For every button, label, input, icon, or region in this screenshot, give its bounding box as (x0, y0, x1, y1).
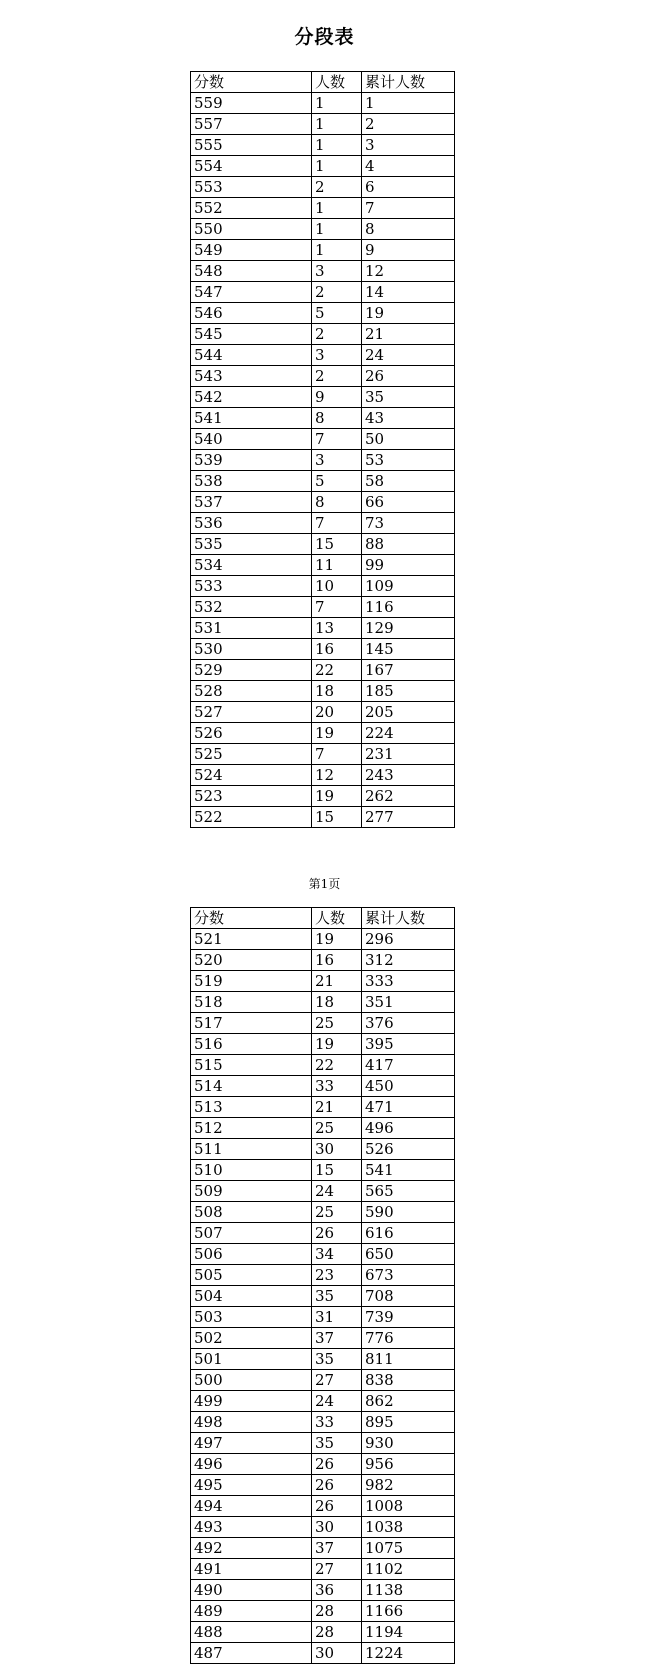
score-cell: 557 (191, 114, 312, 135)
count-cell: 8 (312, 408, 362, 429)
score-cell: 511 (191, 1139, 312, 1160)
cumulative-cell: 185 (362, 681, 455, 702)
score-cell: 509 (191, 1181, 312, 1202)
cumulative-cell: 895 (362, 1412, 455, 1433)
cumulative-cell: 50 (362, 429, 455, 450)
score-cell: 497 (191, 1433, 312, 1454)
count-cell: 15 (312, 534, 362, 555)
cumulative-cell: 541 (362, 1160, 455, 1181)
cumulative-cell: 650 (362, 1244, 455, 1265)
table-row (191, 1034, 455, 1055)
cumulative-cell: 43 (362, 408, 455, 429)
cumulative-cell: 590 (362, 1202, 455, 1223)
table-row (191, 198, 455, 219)
table-row (191, 1454, 455, 1475)
count-cell: 26 (312, 1496, 362, 1517)
table-row (191, 639, 455, 660)
cumulative-cell: 862 (362, 1391, 455, 1412)
table-row (191, 93, 455, 114)
score-cell: 534 (191, 555, 312, 576)
table-row (191, 1538, 455, 1559)
score-cell: 489 (191, 1601, 312, 1622)
score-cell: 543 (191, 366, 312, 387)
table-row (191, 723, 455, 744)
table-row (191, 135, 455, 156)
cumulative-cell: 471 (362, 1097, 455, 1118)
cumulative-cell: 708 (362, 1286, 455, 1307)
count-cell: 3 (312, 261, 362, 282)
score-cell: 553 (191, 177, 312, 198)
cumulative-cell: 982 (362, 1475, 455, 1496)
score-cell: 488 (191, 1622, 312, 1643)
score-cell: 554 (191, 156, 312, 177)
table-row (191, 1433, 455, 1454)
count-cell: 27 (312, 1559, 362, 1580)
table-row (191, 1244, 455, 1265)
count-cell: 7 (312, 429, 362, 450)
count-cell: 19 (312, 786, 362, 807)
table-row (191, 992, 455, 1013)
score-cell: 490 (191, 1580, 312, 1601)
cumulative-cell: 3 (362, 135, 455, 156)
score-cell: 487 (191, 1643, 312, 1664)
score-cell: 510 (191, 1160, 312, 1181)
page-number: 第1页 (308, 877, 341, 891)
count-cell: 24 (312, 1181, 362, 1202)
document-title: 分段表 (294, 26, 355, 48)
table-row (191, 408, 455, 429)
score-cell: 528 (191, 681, 312, 702)
table-row (191, 1475, 455, 1496)
table-row (191, 1076, 455, 1097)
score-cell: 503 (191, 1307, 312, 1328)
cumulative-cell: 351 (362, 992, 455, 1013)
table-row (191, 1601, 455, 1622)
cumulative-cell: 838 (362, 1370, 455, 1391)
table-row (191, 240, 455, 261)
table-row (191, 681, 455, 702)
count-cell: 21 (312, 971, 362, 992)
table-row (191, 1181, 455, 1202)
score-cell: 513 (191, 1097, 312, 1118)
count-cell: 10 (312, 576, 362, 597)
table-row (191, 1265, 455, 1286)
score-cell: 539 (191, 450, 312, 471)
cumulative-cell: 109 (362, 576, 455, 597)
table-row (191, 1013, 455, 1034)
count-cell: 33 (312, 1412, 362, 1433)
cumulative-cell: 26 (362, 366, 455, 387)
count-cell: 19 (312, 723, 362, 744)
table-body (191, 72, 455, 828)
table-row (191, 1580, 455, 1601)
score-cell: 522 (191, 807, 312, 828)
table-row (191, 786, 455, 807)
score-cell: 519 (191, 971, 312, 992)
count-cell: 26 (312, 1454, 362, 1475)
score-cell: 533 (191, 576, 312, 597)
table-row (191, 807, 455, 828)
count-cell: 35 (312, 1286, 362, 1307)
score-cell: 516 (191, 1034, 312, 1055)
score-cell: 545 (191, 324, 312, 345)
count-cell: 23 (312, 1265, 362, 1286)
score-cell: 492 (191, 1538, 312, 1559)
score-cell: 548 (191, 261, 312, 282)
table-row (191, 471, 455, 492)
column-header: 分数 (191, 72, 312, 93)
table-row (191, 1097, 455, 1118)
cumulative-cell: 6 (362, 177, 455, 198)
cumulative-cell: 167 (362, 660, 455, 681)
count-cell: 16 (312, 639, 362, 660)
cumulative-cell: 73 (362, 513, 455, 534)
score-cell: 544 (191, 345, 312, 366)
cumulative-cell: 14 (362, 282, 455, 303)
cumulative-cell: 53 (362, 450, 455, 471)
score-cell: 499 (191, 1391, 312, 1412)
table-row (191, 1328, 455, 1349)
score-cell: 506 (191, 1244, 312, 1265)
column-header: 累计人数 (362, 72, 455, 93)
count-cell: 37 (312, 1538, 362, 1559)
cumulative-cell: 1075 (362, 1538, 455, 1559)
cumulative-cell: 231 (362, 744, 455, 765)
table-row (191, 1412, 455, 1433)
cumulative-cell: 616 (362, 1223, 455, 1244)
score-cell: 507 (191, 1223, 312, 1244)
count-cell: 35 (312, 1349, 362, 1370)
table-row (191, 282, 455, 303)
table-row (191, 324, 455, 345)
count-cell: 37 (312, 1328, 362, 1349)
count-cell: 25 (312, 1202, 362, 1223)
cumulative-cell: 24 (362, 345, 455, 366)
count-cell: 16 (312, 950, 362, 971)
score-cell: 518 (191, 992, 312, 1013)
score-table-page-1 (190, 71, 455, 828)
count-cell: 3 (312, 450, 362, 471)
cumulative-cell: 35 (362, 387, 455, 408)
table-row (191, 1202, 455, 1223)
count-cell: 1 (312, 135, 362, 156)
table-row (191, 1517, 455, 1538)
score-cell: 555 (191, 135, 312, 156)
cumulative-cell: 296 (362, 929, 455, 950)
table-row (191, 1559, 455, 1580)
score-cell: 524 (191, 765, 312, 786)
table-row (191, 366, 455, 387)
table-row (191, 1307, 455, 1328)
cumulative-cell: 395 (362, 1034, 455, 1055)
cumulative-cell: 21 (362, 324, 455, 345)
cumulative-cell: 116 (362, 597, 455, 618)
score-cell: 515 (191, 1055, 312, 1076)
table-row (191, 345, 455, 366)
cumulative-cell: 1194 (362, 1622, 455, 1643)
table-row (191, 1160, 455, 1181)
table-row (191, 1223, 455, 1244)
count-cell: 28 (312, 1601, 362, 1622)
cumulative-cell: 739 (362, 1307, 455, 1328)
score-cell: 498 (191, 1412, 312, 1433)
count-cell: 15 (312, 807, 362, 828)
cumulative-cell: 417 (362, 1055, 455, 1076)
count-cell: 11 (312, 555, 362, 576)
header-row (191, 908, 455, 929)
table-row (191, 660, 455, 681)
score-cell: 526 (191, 723, 312, 744)
table-row (191, 1370, 455, 1391)
column-header: 分数 (191, 908, 312, 929)
count-cell: 3 (312, 345, 362, 366)
count-cell: 1 (312, 114, 362, 135)
table-row (191, 429, 455, 450)
table-row (191, 929, 455, 950)
cumulative-cell: 1138 (362, 1580, 455, 1601)
column-header: 人数 (312, 72, 362, 93)
score-cell: 496 (191, 1454, 312, 1475)
cumulative-cell: 224 (362, 723, 455, 744)
count-cell: 25 (312, 1118, 362, 1139)
score-cell: 531 (191, 618, 312, 639)
count-cell: 35 (312, 1433, 362, 1454)
score-cell: 502 (191, 1328, 312, 1349)
cumulative-cell: 565 (362, 1181, 455, 1202)
count-cell: 5 (312, 471, 362, 492)
count-cell: 19 (312, 1034, 362, 1055)
column-header: 人数 (312, 908, 362, 929)
score-cell: 537 (191, 492, 312, 513)
score-cell: 538 (191, 471, 312, 492)
cumulative-cell: 7 (362, 198, 455, 219)
count-cell: 22 (312, 1055, 362, 1076)
cumulative-cell: 205 (362, 702, 455, 723)
count-cell: 9 (312, 387, 362, 408)
count-cell: 18 (312, 681, 362, 702)
cumulative-cell: 4 (362, 156, 455, 177)
count-cell: 15 (312, 1160, 362, 1181)
cumulative-cell: 19 (362, 303, 455, 324)
cumulative-cell: 277 (362, 807, 455, 828)
score-cell: 559 (191, 93, 312, 114)
count-cell: 22 (312, 660, 362, 681)
cumulative-cell: 333 (362, 971, 455, 992)
table-row (191, 744, 455, 765)
cumulative-cell: 811 (362, 1349, 455, 1370)
score-table-page-2 (190, 907, 455, 1664)
score-cell: 494 (191, 1496, 312, 1517)
cumulative-cell: 930 (362, 1433, 455, 1454)
score-cell: 530 (191, 639, 312, 660)
score-cell: 520 (191, 950, 312, 971)
score-cell: 532 (191, 597, 312, 618)
count-cell: 19 (312, 929, 362, 950)
count-cell: 7 (312, 513, 362, 534)
table-row (191, 1622, 455, 1643)
count-cell: 24 (312, 1391, 362, 1412)
score-cell: 549 (191, 240, 312, 261)
table-row (191, 219, 455, 240)
score-cell: 529 (191, 660, 312, 681)
table-row (191, 1118, 455, 1139)
count-cell: 2 (312, 282, 362, 303)
score-cell: 500 (191, 1370, 312, 1391)
count-cell: 1 (312, 198, 362, 219)
cumulative-cell: 1038 (362, 1517, 455, 1538)
count-cell: 25 (312, 1013, 362, 1034)
cumulative-cell: 1008 (362, 1496, 455, 1517)
cumulative-cell: 1102 (362, 1559, 455, 1580)
table-row (191, 303, 455, 324)
count-cell: 26 (312, 1223, 362, 1244)
score-cell: 508 (191, 1202, 312, 1223)
score-cell: 493 (191, 1517, 312, 1538)
cumulative-cell: 12 (362, 261, 455, 282)
cumulative-cell: 496 (362, 1118, 455, 1139)
score-cell: 550 (191, 219, 312, 240)
cumulative-cell: 129 (362, 618, 455, 639)
cumulative-cell: 312 (362, 950, 455, 971)
cumulative-cell: 2 (362, 114, 455, 135)
table-row (191, 765, 455, 786)
table-row (191, 1139, 455, 1160)
table-row (191, 261, 455, 282)
count-cell: 18 (312, 992, 362, 1013)
count-cell: 21 (312, 1097, 362, 1118)
cumulative-cell: 673 (362, 1265, 455, 1286)
table-row (191, 1286, 455, 1307)
count-cell: 30 (312, 1643, 362, 1664)
table-row (191, 618, 455, 639)
score-cell: 552 (191, 198, 312, 219)
score-cell: 517 (191, 1013, 312, 1034)
count-cell: 31 (312, 1307, 362, 1328)
cumulative-cell: 66 (362, 492, 455, 513)
table-row (191, 702, 455, 723)
cumulative-cell: 776 (362, 1328, 455, 1349)
table-row (191, 114, 455, 135)
cumulative-cell: 58 (362, 471, 455, 492)
cumulative-cell: 88 (362, 534, 455, 555)
count-cell: 7 (312, 744, 362, 765)
count-cell: 13 (312, 618, 362, 639)
count-cell: 2 (312, 177, 362, 198)
score-cell: 527 (191, 702, 312, 723)
table-row (191, 950, 455, 971)
table-row (191, 1643, 455, 1664)
table-row (191, 1391, 455, 1412)
score-cell: 546 (191, 303, 312, 324)
table-row (191, 492, 455, 513)
table-row (191, 555, 455, 576)
count-cell: 34 (312, 1244, 362, 1265)
table-row (191, 597, 455, 618)
score-cell: 514 (191, 1076, 312, 1097)
count-cell: 30 (312, 1517, 362, 1538)
score-cell: 523 (191, 786, 312, 807)
table-row (191, 576, 455, 597)
score-cell: 501 (191, 1349, 312, 1370)
cumulative-cell: 1 (362, 93, 455, 114)
cumulative-cell: 9 (362, 240, 455, 261)
table-row (191, 177, 455, 198)
score-cell: 536 (191, 513, 312, 534)
table-row (191, 1055, 455, 1076)
cumulative-cell: 262 (362, 786, 455, 807)
count-cell: 36 (312, 1580, 362, 1601)
count-cell: 2 (312, 366, 362, 387)
score-cell: 495 (191, 1475, 312, 1496)
count-cell: 8 (312, 492, 362, 513)
score-cell: 535 (191, 534, 312, 555)
count-cell: 12 (312, 765, 362, 786)
cumulative-cell: 956 (362, 1454, 455, 1475)
score-cell: 525 (191, 744, 312, 765)
table-row (191, 971, 455, 992)
cumulative-cell: 1166 (362, 1601, 455, 1622)
cumulative-cell: 243 (362, 765, 455, 786)
count-cell: 5 (312, 303, 362, 324)
count-cell: 2 (312, 324, 362, 345)
cumulative-cell: 450 (362, 1076, 455, 1097)
score-cell: 542 (191, 387, 312, 408)
table-body (191, 908, 455, 1664)
count-cell: 33 (312, 1076, 362, 1097)
count-cell: 1 (312, 240, 362, 261)
column-header: 累计人数 (362, 908, 455, 929)
score-cell: 491 (191, 1559, 312, 1580)
count-cell: 1 (312, 156, 362, 177)
table-row (191, 387, 455, 408)
table-row (191, 534, 455, 555)
cumulative-cell: 376 (362, 1013, 455, 1034)
score-cell: 547 (191, 282, 312, 303)
cumulative-cell: 526 (362, 1139, 455, 1160)
table-row (191, 450, 455, 471)
cumulative-cell: 145 (362, 639, 455, 660)
cumulative-cell: 8 (362, 219, 455, 240)
score-cell: 504 (191, 1286, 312, 1307)
score-cell: 512 (191, 1118, 312, 1139)
table-row (191, 1349, 455, 1370)
count-cell: 1 (312, 219, 362, 240)
count-cell: 26 (312, 1475, 362, 1496)
cumulative-cell: 1224 (362, 1643, 455, 1664)
count-cell: 20 (312, 702, 362, 723)
score-cell: 505 (191, 1265, 312, 1286)
count-cell: 1 (312, 93, 362, 114)
score-cell: 541 (191, 408, 312, 429)
count-cell: 30 (312, 1139, 362, 1160)
count-cell: 7 (312, 597, 362, 618)
table-row (191, 513, 455, 534)
count-cell: 28 (312, 1622, 362, 1643)
cumulative-cell: 99 (362, 555, 455, 576)
count-cell: 27 (312, 1370, 362, 1391)
table-row (191, 1496, 455, 1517)
header-row (191, 72, 455, 93)
score-cell: 540 (191, 429, 312, 450)
table-row (191, 156, 455, 177)
score-cell: 521 (191, 929, 312, 950)
